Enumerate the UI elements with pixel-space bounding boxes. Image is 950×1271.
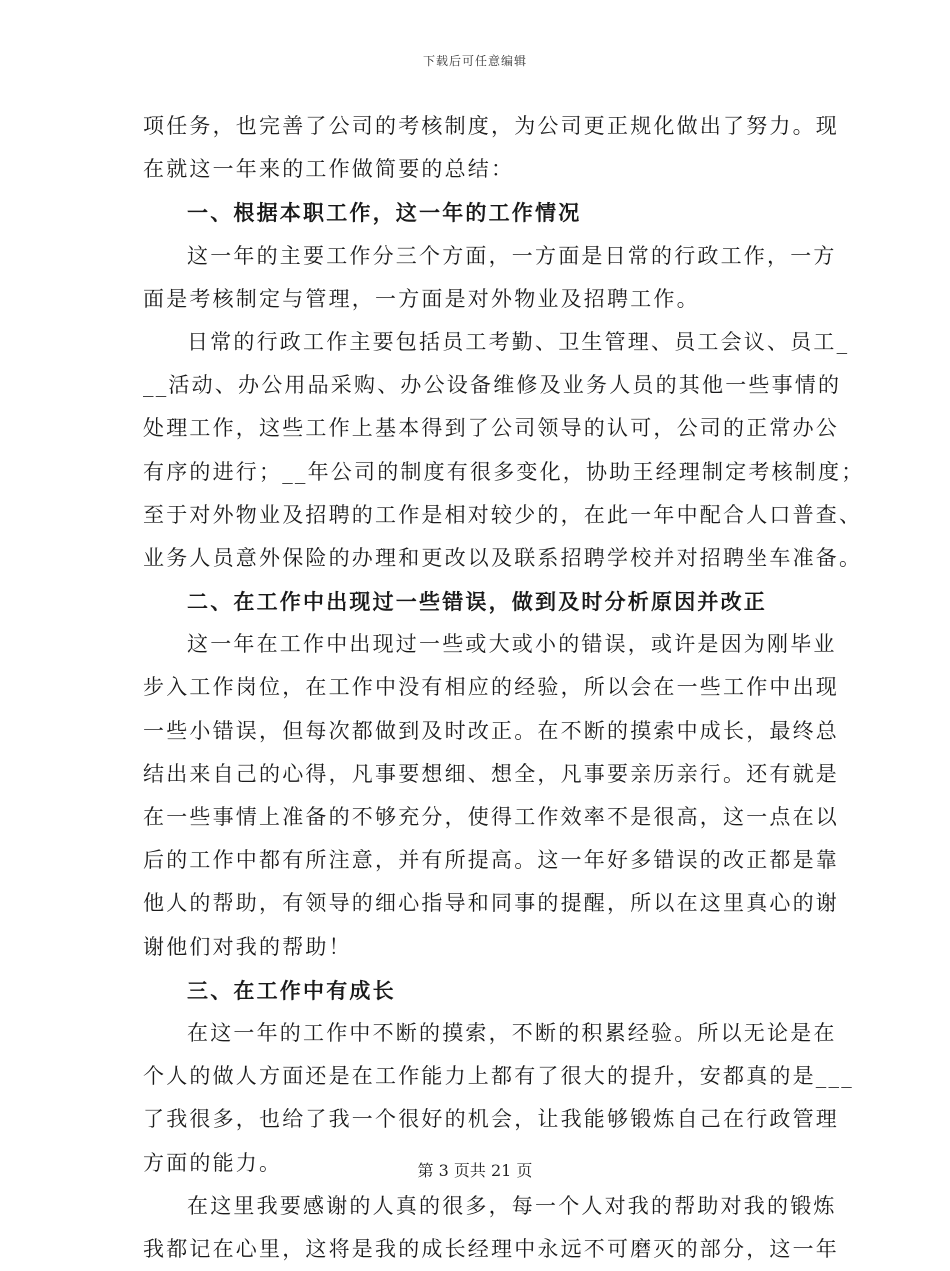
paragraph-line: 在一些事情上准备的不够充分，使得工作效率不是很高，这一点在以: [143, 805, 839, 829]
paragraph-line: __活动、办公用品采购、办公设备维修及业务人员的其他一些事情的: [143, 373, 842, 398]
paragraph-first-line: 在这里我要感谢的人真的很多，每一个人对我的帮助对我的锻炼: [187, 1193, 837, 1218]
paragraph-first-line: 这一年在工作中出现过一些或大或小的错误，或许是因为刚毕业: [187, 632, 837, 657]
paragraph-line: 了我很多，也给了我一个很好的机会，让我能够锻炼自己在行政管理: [143, 1107, 839, 1132]
section-heading: 二、在工作中出现过一些错误，做到及时分析原因并改正: [187, 589, 767, 615]
paragraph-line: 项任务，也完善了公司的考核制度，为公司更正规化做出了努力。现: [143, 114, 839, 138]
document-body: [143, 105, 865, 1271]
page-number: 第 3 页共 21 页: [417, 1161, 533, 1180]
paragraph-line: 有序的进行；__年公司的制度有很多变化，协助王经理制定考核制度；: [143, 459, 865, 484]
paragraph-line: 个人的做人方面还是在工作能力上都有了很大的提升，安都真的是___: [143, 1064, 854, 1089]
section-heading: 三、在工作中有成长: [187, 977, 396, 1003]
paragraph-line: 谢他们对我的帮助！: [143, 934, 352, 959]
paragraph-line: 一些小错误，但每次都做到及时改正。在不断的摸索中成长，最终总: [143, 718, 839, 743]
paragraph-first-line: 日常的行政工作主要包括员工考勤、卫生管理、员工会议、员工_: [187, 329, 850, 354]
paragraph-first-line: 这一年的主要工作分三个方面，一方面是日常的行政工作，一方: [187, 243, 837, 268]
paragraph-line: 在就这一年来的工作做简要的总结：: [143, 157, 515, 182]
paragraph-first-line: 在这一年的工作中不断的摸索，不断的积累经验。所以无论是在: [187, 1020, 837, 1045]
page-header: 下载后可任意编辑: [422, 54, 527, 68]
paragraph-line: 他人的帮助，有领导的细心指导和同事的提醒，所以在这里真心的谢: [143, 891, 839, 916]
paragraph-line: 业务人员意外保险的办理和更改以及联系招聘学校并对招聘坐车准备。: [143, 545, 863, 570]
paragraph-line: 步入工作岗位，在工作中没有相应的经验，所以会在一些工作中出现: [143, 675, 839, 700]
paragraph-line: 至于对外物业及招聘的工作是相对较少的，在此一年中配合人口普查、: [143, 502, 863, 527]
paragraph-line: 方面的能力。: [143, 1150, 283, 1175]
paragraph-line: 面是考核制定与管理，一方面是对外物业及招聘工作。: [143, 286, 700, 311]
paragraph-line: 我都记在心里，这将是我的成长经理中永远不可磨灭的部分，这一年: [143, 1236, 839, 1261]
paragraph-line: 后的工作中都有所注意，并有所提高。这一年好多错误的改正都是靠: [143, 848, 839, 873]
paragraph-line: 处理工作，这些工作上基本得到了公司领导的认可，公司的正常办公: [143, 416, 839, 441]
section-heading: 一、根据本职工作，这一年的工作情况: [187, 200, 582, 226]
paragraph-line: 结出来自己的心得，凡事要想细、想全，凡事要亲历亲行。还有就是: [143, 761, 839, 786]
